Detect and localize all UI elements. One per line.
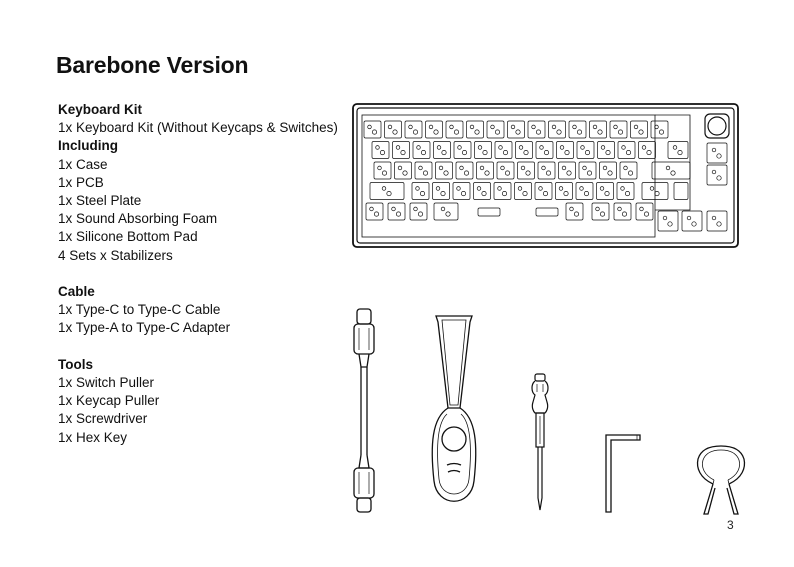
usb-c-cable-illustration xyxy=(350,307,380,515)
section-heading-tools: Tools xyxy=(58,356,93,372)
page-number: 3 xyxy=(727,518,734,532)
spacer xyxy=(58,265,353,283)
package-contents-list xyxy=(58,101,353,447)
list-item: 1x Type-C to Type-C Cable xyxy=(58,302,221,318)
list-item: 1x Screwdriver xyxy=(58,411,148,427)
hex-key-illustration xyxy=(604,432,644,516)
list-item: 1x Case xyxy=(58,156,108,172)
list-item: 1x PCB xyxy=(58,174,104,190)
subsection-heading-including: Including xyxy=(58,138,118,154)
switch-puller-illustration xyxy=(694,444,748,518)
list-item: 1x Switch Puller xyxy=(58,375,155,391)
screwdriver-illustration xyxy=(530,372,550,515)
list-item: 1x Silicone Bottom Pad xyxy=(58,229,198,245)
list-item: 4 Sets x Stabilizers xyxy=(58,247,173,263)
list-item: 1x Sound Absorbing Foam xyxy=(58,211,218,227)
section-heading-cable: Cable xyxy=(58,284,95,300)
list-item: 1x Keycap Puller xyxy=(58,393,160,409)
list-item: 1x Keyboard Kit (Without Keycaps & Switches) xyxy=(58,120,338,136)
list-item: 1x Hex Key xyxy=(58,429,128,445)
keycap-puller-illustration xyxy=(428,313,480,515)
list-item: 1x Type-A to Type-C Adapter xyxy=(58,320,231,336)
page-title: Barebone Version xyxy=(56,52,249,78)
keyboard-kit-illustration xyxy=(352,103,740,249)
section-heading-keyboard-kit: Keyboard Kit xyxy=(58,102,143,117)
spacer xyxy=(58,338,353,356)
list-item: 1x Steel Plate xyxy=(58,193,142,209)
